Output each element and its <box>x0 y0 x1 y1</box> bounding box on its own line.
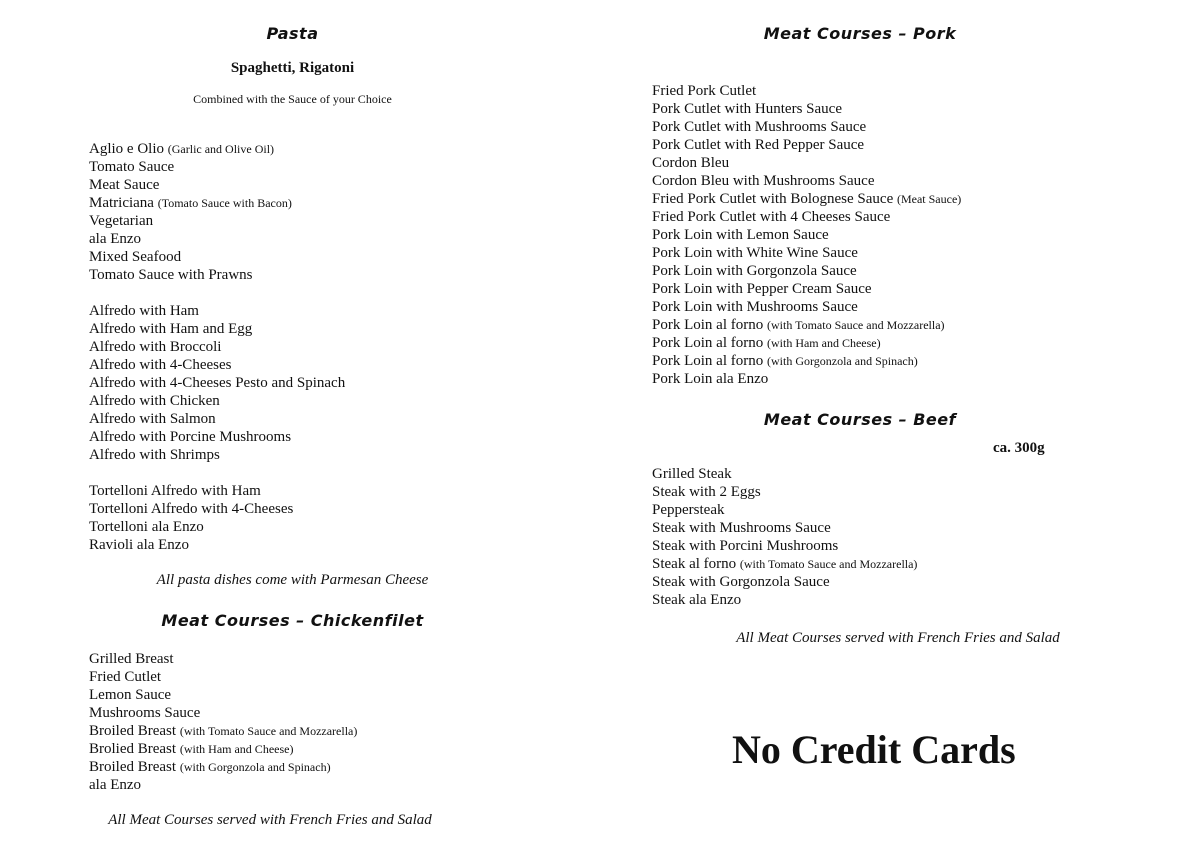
menu-item-name: Ravioli ala Enzo <box>89 537 189 553</box>
menu-item <box>89 518 293 536</box>
menu-item-name: Vegetarian <box>89 213 154 229</box>
menu-item <box>89 446 345 464</box>
menu-item <box>89 668 357 686</box>
beef-weight-note: ca. 300g <box>993 440 1045 456</box>
menu-item-name: Alfredo with Porcine Mushrooms <box>89 429 292 445</box>
menu-item <box>652 244 961 262</box>
menu-item <box>652 100 961 118</box>
menu-item-name: Lemon Sauce <box>89 687 172 703</box>
menu-item <box>652 591 917 609</box>
menu-item-name: Pork Loin with Lemon Sauce <box>652 227 829 243</box>
menu-item-name: Grilled Breast <box>89 651 174 667</box>
menu-item-name: Steak with Porcini Mushrooms <box>652 538 839 554</box>
menu-item-name: Cordon Bleu <box>652 155 730 171</box>
no-credit-cards-notice: No Credit Cards <box>732 727 1016 772</box>
menu-item-name: Matriciana <box>89 195 154 211</box>
menu-item <box>89 500 293 518</box>
menu-item-name: Steak ala Enzo <box>652 592 742 608</box>
menu-item <box>89 140 292 158</box>
menu-item-name: Alfredo with 4-Cheeses Pesto and Spinach <box>89 375 346 391</box>
menu-item-name: Peppersteak <box>652 502 725 518</box>
menu-item <box>89 338 345 356</box>
menu-item-name: Brolied Breast <box>89 741 177 757</box>
beef-heading: Meat Courses – Beef <box>763 410 957 429</box>
menu-item <box>89 266 292 284</box>
menu-item-detail: (with Ham and Cheese) <box>179 742 294 756</box>
menu-item-name: Cordon Bleu with Mushrooms Sauce <box>652 173 875 189</box>
menu-item <box>89 428 345 446</box>
menu-item <box>652 501 917 519</box>
menu-item-name: Fried Pork Cutlet with Bolognese Sauce <box>652 191 894 207</box>
menu-item <box>89 776 357 794</box>
menu-item-name: Alfredo with Ham and Egg <box>89 321 253 337</box>
menu-item <box>89 758 357 776</box>
menu-item-name: Alfredo with Chicken <box>89 393 220 409</box>
menu-item-name: Steak with 2 Eggs <box>652 484 761 500</box>
menu-item <box>652 82 961 100</box>
menu-item <box>89 374 345 392</box>
menu-item <box>652 316 961 334</box>
menu-item-name: Pork Loin with White Wine Sauce <box>652 245 858 261</box>
menu-item-detail: (with Gorgonzola and Spinach) <box>179 760 331 774</box>
menu-item-name: Broiled Breast <box>89 723 177 739</box>
menu-item <box>89 392 345 410</box>
menu-item-detail: (Tomato Sauce with Bacon) <box>157 196 292 210</box>
menu-item-name: Pork Cutlet with Mushrooms Sauce <box>652 119 867 135</box>
menu-item <box>652 298 961 316</box>
pasta-subtitle: Spaghetti, Rigatoni <box>230 60 355 76</box>
menu-item <box>89 482 293 500</box>
menu-item <box>652 226 961 244</box>
menu-item <box>652 172 961 190</box>
menu-item-name: Pork Loin al forno <box>652 335 764 351</box>
menu-item <box>89 686 357 704</box>
menu-item-name: Alfredo with Ham <box>89 303 199 319</box>
pork-list <box>652 82 961 388</box>
menu-item-name: Meat Sauce <box>89 177 160 193</box>
menu-item-name: Aglio e Olio <box>89 141 164 157</box>
menu-item <box>652 280 961 298</box>
menu-item-name: Steak with Mushrooms Sauce <box>652 520 831 536</box>
pasta-heading: Pasta <box>266 24 319 43</box>
menu-item-name: Pork Loin al forno <box>652 353 764 369</box>
menu-item-name: Steak with Gorgonzola Sauce <box>652 574 830 590</box>
menu-item-name: Alfredo with 4-Cheeses <box>89 357 232 373</box>
menu-item <box>89 302 345 320</box>
menu-item <box>652 519 917 537</box>
menu-item-name: Pork Loin al forno <box>652 317 764 333</box>
menu-item-detail: (with Gorgonzola and Spinach) <box>766 354 918 368</box>
chicken-list <box>89 650 357 794</box>
pasta-list-basic <box>89 140 292 284</box>
menu-item <box>652 352 961 370</box>
menu-item <box>652 262 961 280</box>
menu-item-detail: (with Ham and Cheese) <box>766 336 881 350</box>
menu-item <box>652 136 961 154</box>
menu-item-name: Pork Cutlet with Hunters Sauce <box>652 101 842 117</box>
menu-item <box>89 536 293 554</box>
menu-item-detail: (Garlic and Olive Oil) <box>167 142 275 156</box>
menu-item-detail: (with Tomato Sauce and Mozzarella) <box>766 318 945 332</box>
menu-item <box>89 248 292 266</box>
menu-item-name: Tortelloni Alfredo with Ham <box>89 483 261 499</box>
menu-item <box>89 158 292 176</box>
menu-item <box>652 465 917 483</box>
menu-item <box>652 334 961 352</box>
menu-item-detail: (with Tomato Sauce and Mozzarella) <box>739 557 918 571</box>
menu-item <box>89 410 345 428</box>
menu-item-name: Grilled Steak <box>652 466 732 482</box>
menu-item-name: Broiled Breast <box>89 759 177 775</box>
menu-item-name: Tortelloni Alfredo with 4-Cheeses <box>89 501 294 517</box>
menu-item-name: Fried Pork Cutlet <box>652 83 757 99</box>
menu-item-name: Pork Cutlet with Red Pepper Sauce <box>652 137 865 153</box>
menu-item-name: Pork Loin with Pepper Cream Sauce <box>652 281 872 297</box>
menu-item-detail: (Meat Sauce) <box>896 192 962 206</box>
menu-item <box>652 154 961 172</box>
pasta-list-filled <box>89 482 293 554</box>
menu-item <box>89 740 357 758</box>
pasta-note: Combined with the Sauce of your Choice <box>193 92 392 106</box>
menu-item-name: Tomato Sauce with Prawns <box>89 267 253 283</box>
menu-item-name: Steak al forno <box>652 556 737 572</box>
menu-item-name: Tomato Sauce <box>89 159 175 175</box>
pasta-footer-note: All pasta dishes come with Parmesan Cheese <box>156 572 429 588</box>
chicken-footer-note: All Meat Courses served with French Fries and Salad <box>108 812 432 828</box>
chicken-heading: Meat Courses – Chickenfilet <box>161 611 424 630</box>
menu-item <box>652 555 917 573</box>
pork-heading: Meat Courses – Pork <box>763 24 957 43</box>
menu-item <box>89 722 357 740</box>
menu-item-name: Pork Loin ala Enzo <box>652 371 769 387</box>
beef-list <box>652 465 917 609</box>
menu-item <box>652 370 961 388</box>
menu-item-name: Fried Cutlet <box>89 669 162 685</box>
menu-item <box>652 573 917 591</box>
menu-item <box>652 118 961 136</box>
menu-item-name: Mushrooms Sauce <box>89 705 201 721</box>
menu-item <box>89 320 345 338</box>
menu-item <box>89 356 345 374</box>
menu-item <box>89 704 357 722</box>
menu-item-name: Alfredo with Salmon <box>89 411 216 427</box>
menu-item-name: Alfredo with Shrimps <box>89 447 220 463</box>
beef-footer-note: All Meat Courses served with French Fries and Salad <box>736 630 1060 646</box>
menu-item-name: ala Enzo <box>89 777 142 793</box>
menu-item <box>652 483 917 501</box>
menu-item <box>89 176 292 194</box>
pasta-list-alfredo <box>89 302 345 464</box>
menu-item-name: Fried Pork Cutlet with 4 Cheeses Sauce <box>652 209 891 225</box>
menu-item <box>652 208 961 226</box>
menu-item-detail: (with Tomato Sauce and Mozzarella) <box>179 724 358 738</box>
menu-item <box>89 230 292 248</box>
menu-item <box>652 537 917 555</box>
menu-item <box>89 212 292 230</box>
menu-item-name: Pork Loin with Mushrooms Sauce <box>652 299 858 315</box>
menu-item <box>652 190 961 208</box>
menu-item-name: Pork Loin with Gorgonzola Sauce <box>652 263 857 279</box>
menu-item-name: Tortelloni ala Enzo <box>89 519 204 535</box>
menu-item-name: ala Enzo <box>89 231 142 247</box>
menu-item <box>89 650 357 668</box>
menu-item-name: Alfredo with Broccoli <box>89 339 222 355</box>
menu-item <box>89 194 292 212</box>
menu-item-name: Mixed Seafood <box>89 249 182 265</box>
